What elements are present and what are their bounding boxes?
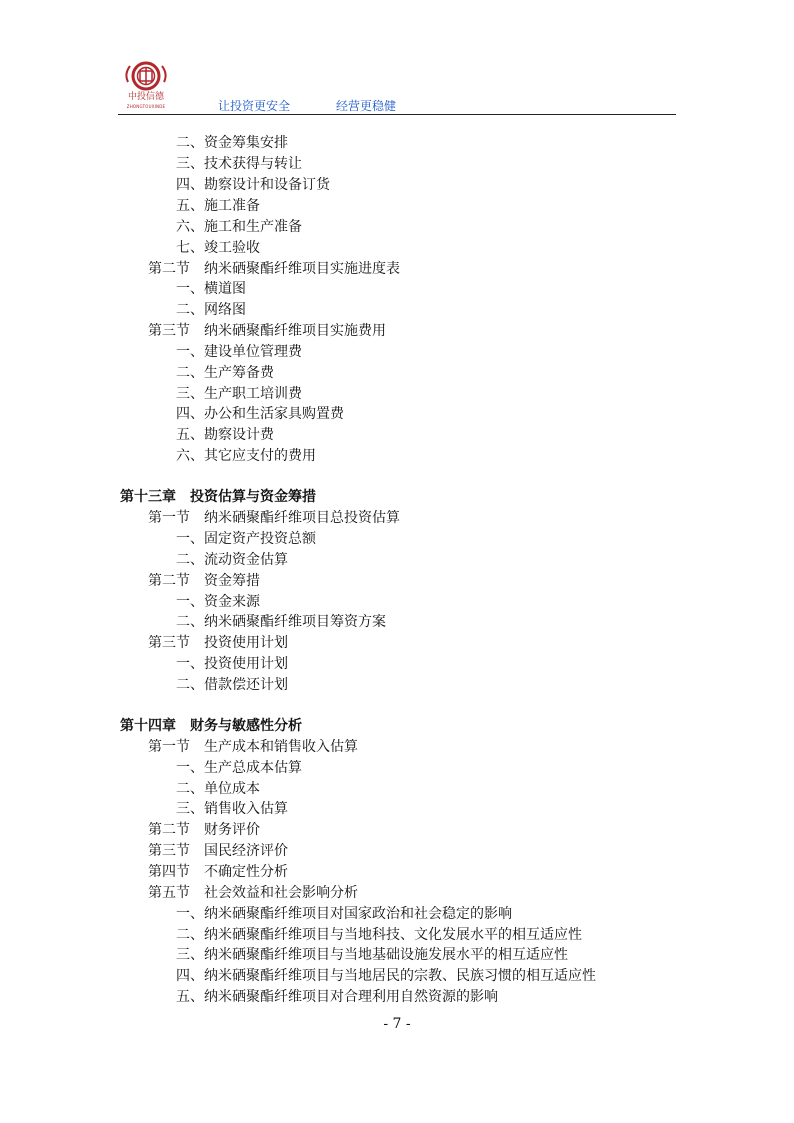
toc-item: 一、资金来源 [176, 594, 260, 610]
toc-item: 二、网络图 [176, 302, 246, 318]
toc-item: 三、销售收入估算 [176, 801, 288, 817]
toc-item: 四、纳米硒聚酯纤维项目与当地居民的宗教、民族习惯的相互适应性 [176, 968, 596, 984]
page-header [118, 60, 676, 116]
toc-item: 二、纳米硒聚酯纤维项目与当地科技、文化发展水平的相互适应性 [176, 927, 582, 943]
toc-item: 三、生产职工培训费 [176, 386, 302, 402]
toc-item: 三、技术获得与转让 [176, 156, 302, 172]
toc-item: 二、纳米硒聚酯纤维项目筹资方案 [176, 614, 386, 630]
logo-pinyin: ZHONGTOUXINDE [126, 104, 166, 109]
toc-item: 七、竣工验收 [176, 240, 260, 256]
toc-item: 二、生产筹备费 [176, 365, 274, 381]
toc-section: 第四节 不确定性分析 [148, 864, 288, 880]
toc-section: 第三节 投资使用计划 [148, 635, 288, 651]
toc-item: 一、建设单位管理费 [176, 344, 302, 360]
toc-chapter: 第十四章 财务与敏感性分析 [120, 718, 302, 734]
header-divider [118, 114, 676, 115]
toc-item: 一、纳米硒聚酯纤维项目对国家政治和社会稳定的影响 [176, 906, 512, 922]
toc-section: 第二节 财务评价 [148, 822, 260, 838]
toc-item: 二、流动资金估算 [176, 552, 288, 568]
toc-item: 五、施工准备 [176, 198, 260, 214]
page-number: - 7 - [383, 1016, 411, 1032]
toc-item: 四、勘察设计和设备订货 [176, 177, 330, 193]
toc-item: 一、投资使用计划 [176, 656, 288, 672]
toc-section: 第三节 国民经济评价 [148, 843, 288, 859]
toc-section: 第五节 社会效益和社会影响分析 [148, 885, 358, 901]
toc-section: 第三节 纳米硒聚酯纤维项目实施费用 [148, 323, 386, 339]
company-logo [118, 60, 174, 112]
toc-item: 二、资金筹集安排 [176, 135, 288, 151]
toc-item: 一、横道图 [176, 281, 246, 297]
toc-item: 二、单位成本 [176, 781, 260, 797]
toc-chapter: 第十三章 投资估算与资金筹措 [120, 489, 316, 505]
toc-section: 第二节 资金筹措 [148, 573, 260, 589]
toc-item: 一、生产总成本估算 [176, 760, 302, 776]
toc-item: 四、办公和生活家具购置费 [176, 406, 344, 422]
logo-name: 中投信德 [127, 92, 164, 102]
toc-item: 六、其它应支付的费用 [176, 448, 316, 464]
toc-section: 第一节 纳米硒聚酯纤维项目总投资估算 [148, 510, 400, 526]
toc-item: 五、勘察设计费 [176, 427, 274, 443]
toc-item: 一、固定资产投资总额 [176, 531, 316, 547]
toc-section: 第一节 生产成本和销售收入估算 [148, 739, 358, 755]
logo-emblem-icon [118, 60, 174, 94]
slogan-right: 经营更稳健 [336, 99, 397, 113]
toc-section: 第二节 纳米硒聚酯纤维项目实施进度表 [148, 261, 400, 277]
toc-item: 六、施工和生产准备 [176, 219, 302, 235]
toc-item: 三、纳米硒聚酯纤维项目与当地基础设施发展水平的相互适应性 [176, 947, 568, 963]
toc-item: 五、纳米硒聚酯纤维项目对合理利用自然资源的影响 [176, 989, 498, 1005]
slogan-left: 让投资更安全 [218, 99, 291, 113]
toc-item: 二、借款偿还计划 [176, 677, 288, 693]
